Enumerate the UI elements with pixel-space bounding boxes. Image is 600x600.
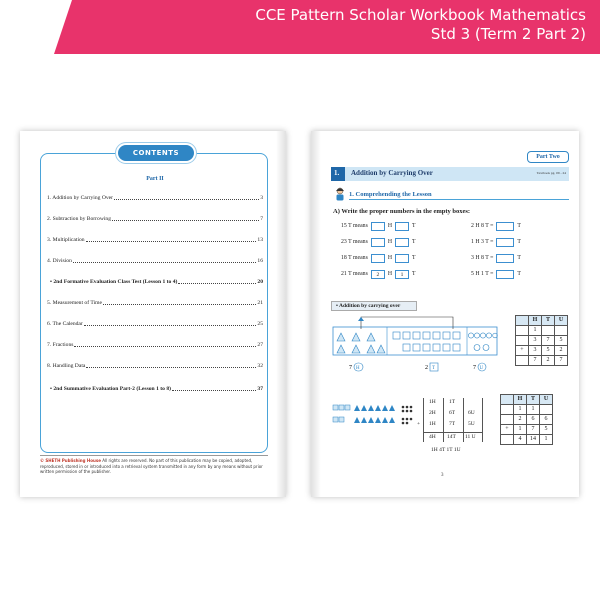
unit-dot xyxy=(406,418,409,421)
part-title: Part II xyxy=(146,176,164,182)
ten-block xyxy=(339,405,344,410)
answer-box[interactable] xyxy=(496,222,514,231)
hundred-triangle xyxy=(382,417,388,423)
sum-units-unit: U xyxy=(479,366,484,371)
toc-item: 3. Multiplication 13 xyxy=(47,237,263,243)
toc-item: 6. The Calendar 25 xyxy=(47,321,263,327)
answer-box[interactable] xyxy=(395,238,409,247)
answer-box[interactable]: 2 xyxy=(371,270,385,279)
unit-dot xyxy=(402,422,405,425)
exercise-row: 21 T means 2 H 1 T xyxy=(341,271,416,278)
toc-item: 4. Division 16 xyxy=(47,258,263,264)
answer-box[interactable] xyxy=(371,238,385,247)
ten-block xyxy=(443,332,450,339)
answer-box[interactable]: 1 xyxy=(395,270,409,279)
ten-block xyxy=(443,344,450,351)
lesson-title: 1. Comprehending the Lesson xyxy=(349,191,432,198)
lesson-page: Part Two 1. Addition by Carrying Over Textbook pg. 09 - 24 1. Comprehending the Lesson A) Write the proper numbers in the empty boxes: 15 T means H T 23 T means H T 18 T means H T 21 T means 2 H 1 T 2 H 8 T = T 1 H 3 T = T 3 H 8 T = T 5 H 1 T = T • Addition by carrying over 7 H 2 T 7 U H T U 1 3 7 5 + 3 5 2 7 2 7 1H 1T 2H 6T 6U + 1H 7T 5U 4H 14T 11 U 1H 4T 1T 1U H T U 1 1 2 6 6 + 1 7 5 4 14 1 3 xyxy=(311,131,579,497)
ten-block xyxy=(413,332,420,339)
unit-dot xyxy=(410,418,413,421)
chapter-header xyxy=(331,167,569,181)
exercise-row: 23 T means H T xyxy=(341,239,416,245)
hundred-triangle xyxy=(375,405,381,411)
htu-table-2: H T U 1 1 2 6 6 + 1 7 5 4 14 1 xyxy=(500,394,553,445)
answer-box[interactable] xyxy=(371,254,385,263)
unit-dot xyxy=(410,410,413,413)
hundred-triangle xyxy=(361,405,367,411)
exercise-row: 5 H 1 T = T xyxy=(471,271,521,277)
ten-block xyxy=(423,332,430,339)
unit-circle xyxy=(468,333,473,338)
htu-table-1: H T U 1 3 7 5 + 3 5 2 7 2 7 xyxy=(515,315,568,366)
hundred-triangle xyxy=(337,333,345,341)
hundred-triangle xyxy=(352,333,360,341)
ten-block xyxy=(403,344,410,351)
page-number: 3 xyxy=(441,473,444,478)
chapter-ref: Textbook pg. 09 - 24 xyxy=(536,171,566,175)
ten-block xyxy=(345,405,350,410)
hundred-triangle xyxy=(367,333,375,341)
unit-dot xyxy=(402,418,405,421)
copyright-note xyxy=(40,458,268,475)
hundred-triangle xyxy=(354,405,360,411)
unit-dot xyxy=(402,410,405,413)
exercise-row: 2 H 8 T = T xyxy=(471,223,521,229)
hundred-triangle xyxy=(358,317,364,321)
banner-title-line2: Std 3 (Term 2 Part 2) xyxy=(430,25,586,43)
ten-block xyxy=(393,332,400,339)
pictorial-sum xyxy=(331,403,421,429)
toc-item: • 2nd Formative Evaluation Class Test (Lesson 1 to 4) 20 xyxy=(50,279,263,285)
sum-units: 7 xyxy=(473,365,476,371)
chapter-title: Addition by Carrying Over xyxy=(351,169,433,177)
unit-dot xyxy=(406,410,409,413)
publisher-logo: © SHETH Publishing House xyxy=(40,458,101,463)
toc-item: 1. Addition by Carrying Over 3 xyxy=(47,195,263,201)
answer-box[interactable] xyxy=(395,254,409,263)
ten-block xyxy=(453,332,460,339)
answer-box[interactable] xyxy=(371,222,385,231)
banner-title xyxy=(66,6,586,44)
section-label: • Addition by carrying over xyxy=(331,301,417,311)
exercise-row: 1 H 3 T = T xyxy=(471,239,521,245)
exercise-row: 15 T means H T xyxy=(341,223,416,229)
unit-circle xyxy=(486,333,491,338)
toc-item: 8. Handling Data 32 xyxy=(47,363,263,369)
contents-badge: CONTENTS xyxy=(118,145,194,161)
exercise-row: 18 T means H T xyxy=(341,255,416,261)
answer-box[interactable] xyxy=(496,238,514,247)
banner-title-line1: CCE Pattern Scholar Workbook Mathematics xyxy=(255,6,586,24)
hundred-triangle xyxy=(375,417,381,423)
copyright-text: All rights are reserved. No part of this publication may be copied, adopted, reproduced, stored in or introduced into a retrieval system transmitted in any form by any means without prior written permission of the publisher. xyxy=(40,458,263,474)
hundred-triangle xyxy=(377,345,385,353)
hundred-triangle xyxy=(389,417,395,423)
student-icon xyxy=(333,187,347,201)
unit-circle xyxy=(480,333,485,338)
unit-circle xyxy=(474,345,480,351)
answer-box[interactable] xyxy=(395,222,409,231)
unit-dot xyxy=(410,406,413,409)
hundred-triangle xyxy=(361,417,367,423)
lesson-heading xyxy=(349,191,569,200)
unit-dot xyxy=(406,422,409,425)
unit-circle xyxy=(474,333,479,338)
sum-hundreds: 7 xyxy=(349,365,352,371)
ten-block xyxy=(333,417,338,422)
hundred-triangle xyxy=(337,345,345,353)
hundred-triangle xyxy=(389,405,395,411)
toc-item: • 2nd Summative Evaluation Part-2 (Lesson 1 to 8) 37 xyxy=(50,386,263,392)
toc-item: 2. Subtraction by Borrowing 7 xyxy=(47,216,263,222)
exercise-row: 3 H 8 T = T xyxy=(471,255,521,261)
unit-circle xyxy=(483,345,489,351)
question-a: A) Write the proper numbers in the empty boxes: xyxy=(333,208,471,215)
unit-dot xyxy=(402,406,405,409)
ten-block xyxy=(453,344,460,351)
chapter-number: 1. xyxy=(334,169,340,177)
unit-dot xyxy=(406,406,409,409)
ten-block xyxy=(339,417,344,422)
ten-block xyxy=(433,332,440,339)
ten-block xyxy=(433,344,440,351)
hundred-triangle xyxy=(368,405,374,411)
hundred-triangle xyxy=(382,405,388,411)
answer-box[interactable] xyxy=(496,254,514,263)
answer-box[interactable] xyxy=(496,270,514,279)
sum-tens-unit: T xyxy=(432,366,436,371)
sum-tens: 2 xyxy=(425,365,428,371)
part-two-badge: Part Two xyxy=(527,151,569,163)
hundred-triangle xyxy=(352,345,360,353)
ten-block xyxy=(403,332,410,339)
ten-block xyxy=(423,344,430,351)
contents-page xyxy=(20,131,286,497)
toc-item: 7. Fractions 27 xyxy=(47,342,263,348)
sum-hundreds-unit: H xyxy=(356,366,360,371)
hundred-triangle xyxy=(368,417,374,423)
carrying-diagram xyxy=(331,311,501,377)
ten-block xyxy=(333,405,338,410)
hundred-triangle xyxy=(354,417,360,423)
contents-box xyxy=(40,149,268,453)
ten-block xyxy=(413,344,420,351)
toc-item: 5. Measurement of Time 21 xyxy=(47,300,263,306)
hundred-triangle xyxy=(367,345,375,353)
